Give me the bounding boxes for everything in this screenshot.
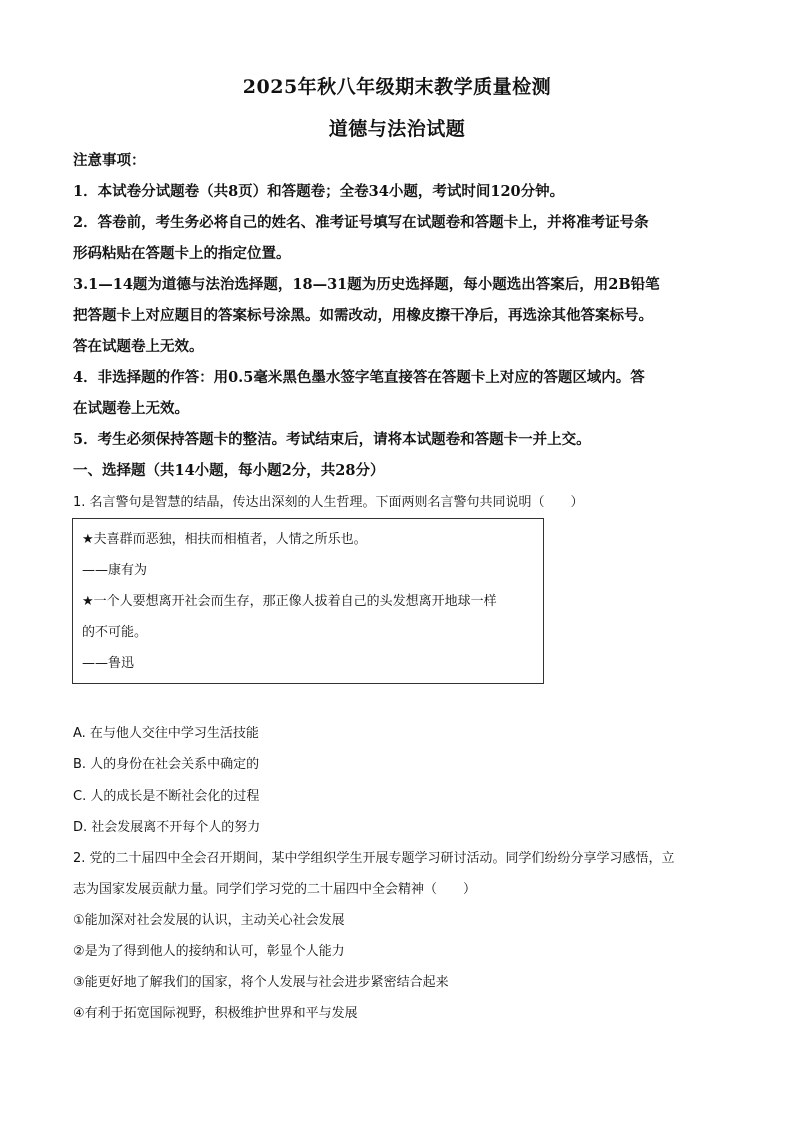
quote-attribution: ——鲁迅 xyxy=(82,656,135,671)
notice-line: 形码粘贴在答题卡上的指定位置。 xyxy=(73,245,291,262)
statement-2: ②是为了得到他人的接纳和认可，彰显个人能力 xyxy=(73,944,345,959)
option-d: D. 社会发展离不开每个人的努力 xyxy=(73,820,261,835)
notice-line: 1．本试卷分试题卷（共8页）和答题卷；全卷34小题，考试时间120分钟。 xyxy=(73,183,565,200)
quote-line: ★一个人要想离开社会而生存，那正像人拔着自己的头发想离开地球一样 xyxy=(82,594,497,609)
statement-1: ①能加深对社会发展的认识，主动关心社会发展 xyxy=(73,913,345,928)
notice-line: 在试题卷上无效。 xyxy=(73,400,189,417)
notice-line: 4．非选择题的作答：用0.5毫米黑色墨水签字笔直接答在答题卡上对应的答题区域内。答 xyxy=(73,369,645,386)
option-b: B. 人的身份在社会关系中确定的 xyxy=(73,757,260,772)
notice-line: 答在试题卷上无效。 xyxy=(73,338,204,355)
notice-line: 3.1—14题为道德与法治选择题，18—31题为历史选择题，每小题选出答案后，用2B铅笔 xyxy=(73,276,660,293)
statement-4: ④有利于拓宽国际视野，积极维护世界和平与发展 xyxy=(73,1006,358,1021)
question-2-stem: 2. 党的二十届四中全会召开期间，某中学组织学生开展专题学习研讨活动。同学们纷纷分享学习感悟，立 xyxy=(73,851,675,866)
quote-box xyxy=(72,518,544,684)
quote-attribution: ——康有为 xyxy=(82,563,148,578)
question-2-stem: 志为国家发展贡献力量。同学们学习党的二十届四中全会精神（ ） xyxy=(73,882,477,897)
exam-subject-title: 道德与法治试题 xyxy=(328,118,466,140)
section-heading: 一、选择题（共14小题，每小题2分，共28分） xyxy=(73,462,385,479)
quote-line: ★夫喜群而恶独，相扶而相植者，人情之所乐也。 xyxy=(82,532,367,547)
notice-heading: 注意事项： xyxy=(73,152,146,169)
statement-3: ③能更好地了解我们的国家，将个人发展与社会进步紧密结合起来 xyxy=(73,975,449,990)
notice-line: 把答题卡上对应题目的答案标号涂黑。如需改动，用橡皮擦干净后，再选涂其他答案标号。 xyxy=(73,307,653,324)
notice-line: 2．答卷前，考生务必将自己的姓名、准考证号填写在试题卷和答题卡上，并将准考证号条 xyxy=(73,214,649,231)
exam-title: 2025年秋八年级期末教学质量检测 xyxy=(242,76,552,98)
option-c: C. 人的成长是不断社会化的过程 xyxy=(73,789,260,804)
quote-line: 的不可能。 xyxy=(82,625,148,640)
question-1-stem: 1. 名言警句是智慧的结晶，传达出深刻的人生哲理。下面两则名言警句共同说明（ ） xyxy=(73,495,584,510)
notice-line: 5．考生必须保持答题卡的整洁。考试结束后，请将本试题卷和答题卡一并上交。 xyxy=(73,431,591,448)
option-a: A. 在与他人交往中学习生活技能 xyxy=(73,726,259,741)
